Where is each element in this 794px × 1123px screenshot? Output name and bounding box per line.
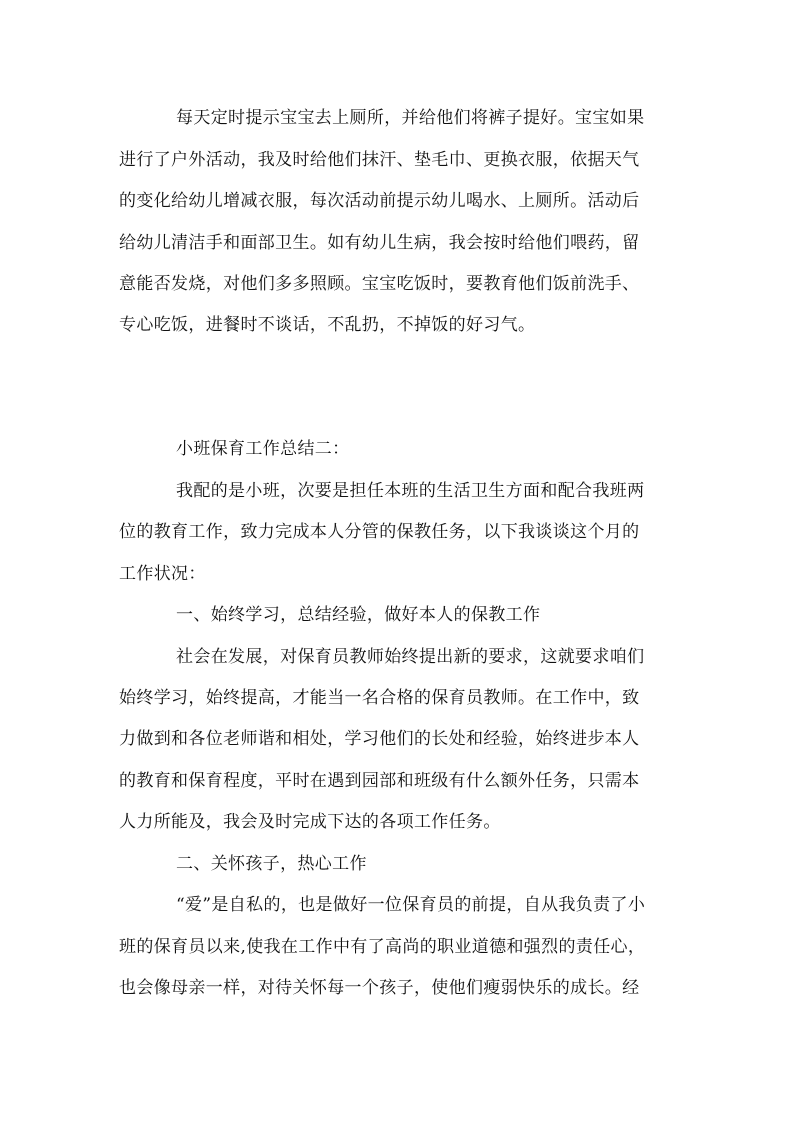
paragraph-line: 进行了户外活动，我及时给他们抹汗、垫毛巾、更换衣服，依据天气 (119, 150, 640, 170)
subheading: 二、关怀孩子，热心工作 (176, 854, 367, 874)
paragraph-line: 的教育和保育程度，平时在遇到园部和班级有什么额外任务，只需本 (119, 771, 640, 791)
paragraph-line: 我配的是小班，次要是担任本班的生活卫生方面和配合我班两 (176, 481, 645, 501)
paragraph-line: 位的教育工作，致力完成本人分管的保教任务，以下我谈谈这个月的 (119, 522, 640, 542)
paragraph-line: 也会像母亲一样，对待关怀每一个孩子，使他们瘦弱快乐的成长。经 (119, 978, 640, 998)
paragraph-line: 始终学习，始终提高，才能当一名合格的保育员教师。在工作中，致 (119, 688, 640, 708)
paragraph-line: 专心吃饭，进餐时不谈话，不乱扔，不掉饭的好习气。 (119, 315, 536, 335)
section-title: 小班保育工作总结二： (176, 439, 350, 459)
paragraph-line: 给幼儿清洁手和面部卫生。如有幼儿生病，我会按时给他们喂药，留 (119, 233, 640, 253)
paragraph-line: 社会在发展，对保育员教师始终提出新的要求，这就要求咱们 (176, 647, 645, 667)
paragraph-line: 班的保育员以来,使我在工作中有了高尚的职业道德和强烈的责任心， (119, 937, 646, 957)
paragraph-line: “爱”是自私的，也是做好一位保育员的前提，自从我负责了小 (176, 895, 646, 915)
paragraph-line: 意能否发烧，对他们多多照顾。宝宝吃饭时，要教育他们饭前洗手、 (119, 274, 640, 294)
paragraph-line: 力做到和各位老师谐和相处，学习他们的长处和经验，始终进步本人 (119, 729, 640, 749)
paragraph-line: 的变化给幼儿增减衣服，每次活动前提示幼儿喝水、上厕所。活动后 (119, 191, 640, 211)
paragraph-line: 每天定时提示宝宝去上厕所，并给他们将裤子提好。宝宝如果 (176, 108, 645, 128)
paragraph-line: 工作状况： (119, 564, 206, 584)
paragraph-line: 人力所能及，我会及时完成下达的各项工作任务。 (119, 812, 501, 832)
subheading: 一、始终学习，总结经验，做好本人的保教工作 (176, 605, 541, 625)
